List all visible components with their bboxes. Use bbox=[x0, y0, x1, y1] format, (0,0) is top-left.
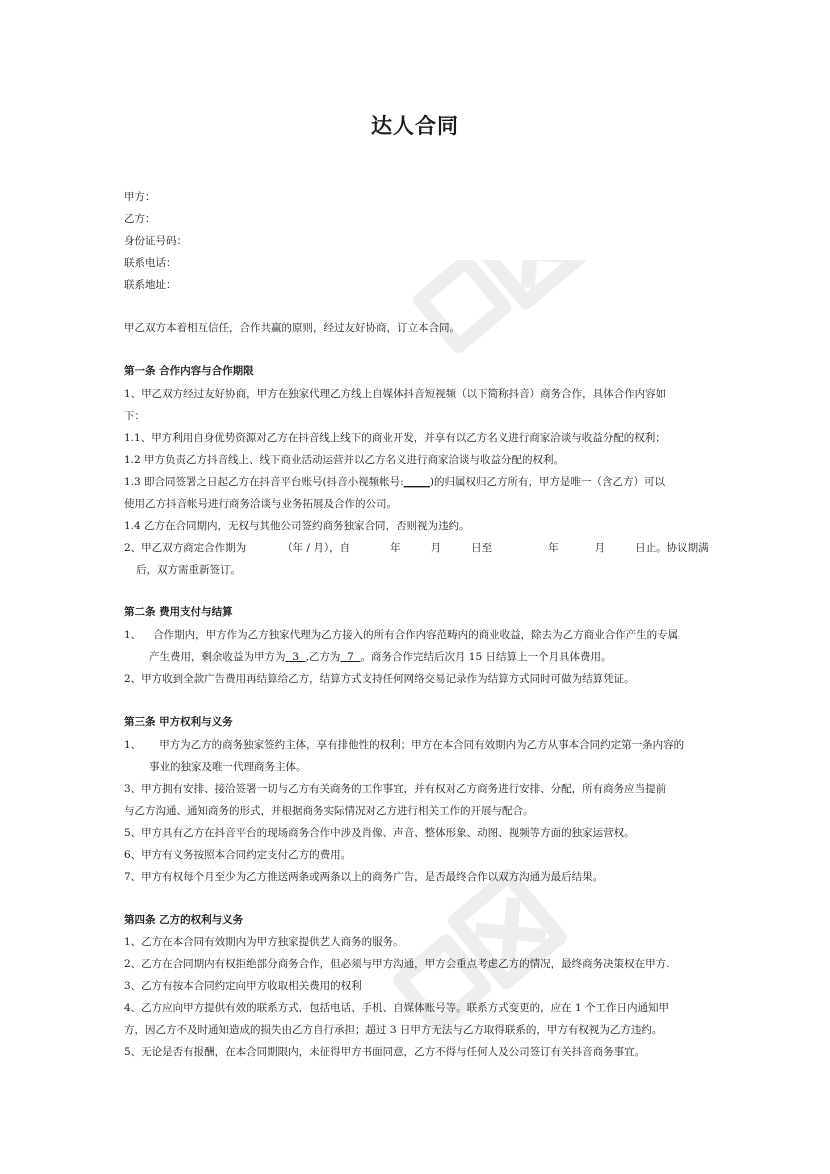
s1-clause-1-3-line-2: 使用乙方抖音帐号进行商务洽谈与业务拓展及合作的公司。 bbox=[124, 498, 397, 510]
section-1-heading: 第一条 合作内容与合作期限 bbox=[124, 365, 254, 377]
s1-clause-1-2: 1.2 甲方负责乙方抖音线上、线下商业活动运营并以乙方名义进行商家洽谈与收益分配的权利。 bbox=[124, 454, 565, 466]
s4-clause-4-line-2: 方，因乙方不及时通知造成的损失由乙方自行承担；超过 3 日甲方无法与乙方取得联系的，甲方有权视为乙方违约。 bbox=[124, 1024, 663, 1036]
s4-clause-2: 2、乙方在合同期内有权拒绝部分商务合作，但必须与甲方沟通，甲方会重点考虑乙方的情况，最终商务决策权在甲方. bbox=[124, 958, 670, 970]
party-a-label: 甲方： bbox=[124, 191, 156, 203]
address-label: 联系地址： bbox=[124, 279, 177, 291]
s4-clause-1: 1、乙方在本合同有效期内为甲方独家提供艺人商务的服务。 bbox=[124, 936, 404, 948]
s3-clause-1-line-2: 事业的独家及唯一代理商务主体。 bbox=[149, 761, 307, 773]
s2-clause-1-line-1: 1、 合作期内，甲方作为乙方独家代理为乙方接入的所有合作内容范畴内的商业收益，除去为乙方商业合作产生的专属 bbox=[124, 629, 679, 641]
document-title: 达人合同 bbox=[371, 114, 459, 138]
s1-clause-1-line-2: 下： bbox=[124, 410, 145, 422]
s1-clause-1-1: 1.1、甲方利用自身优势资源对乙方在抖音线上线下的商业开发，并享有以乙方名义进行商家洽谈与收益分配的权利； bbox=[124, 432, 666, 444]
s3-clause-6: 6、甲方有义务按照本合同约定支付乙方的费用。 bbox=[124, 849, 352, 861]
s1-clause-1-3-line-1: 1.3 即合同签署之日起乙方在抖音平台账号(抖音小视频帐号:_____)的归属权归乙方所有，甲方是唯一（含乙方）可以 bbox=[124, 476, 666, 488]
s4-clause-4-line-1: 4、乙方应向甲方提供有效的联系方式，包括电话、手机、自媒体账号等。联系方式变更的，应在 1 个工作日内通知甲 bbox=[124, 1002, 670, 1014]
s4-clause-3: 3、乙方有按本合同约定向甲方收取相关费用的权利 bbox=[124, 980, 362, 992]
s1-clause-2-line-1: 2、甲乙双方商定合作期为 （年 / 月），自 年 月 日至 年 月 日止。协议期满 bbox=[124, 542, 709, 554]
s4-clause-5: 5、无论是否有报酬，在本合同期限内，未征得甲方书面同意，乙方不得与任何人及公司签订有关抖音商务事宜。 bbox=[124, 1046, 646, 1058]
s2-clause-1-line-2: 产生费用，剩余收益为甲方为 3 ,乙方为 7 。商务合作完结后次月 15 日结算上一个月具体费用。 bbox=[149, 651, 612, 663]
s3-clause-7: 7、甲方有权每个月至少为乙方推送两条或两条以上的商务广告，是否最终合作以双方沟通为最后结果。 bbox=[124, 871, 604, 883]
section-3-heading: 第三条 甲方权利与义务 bbox=[124, 716, 233, 728]
intro-paragraph: 甲乙双方本着相互信任，合作共赢的原则，经过友好协商，订立本合同。 bbox=[124, 322, 460, 334]
s3-clause-3-line-1: 3、甲方拥有安排、接洽签署一切与乙方有关商务的工作事宜，并有权对乙方商务进行安排、分配，所有商务应当提前 bbox=[124, 783, 667, 795]
account-blank: _____ bbox=[403, 476, 430, 488]
section-4-heading: 第四条 乙方的权利与义务 bbox=[124, 914, 244, 926]
s2-clause-2: 2、甲方收到全款广告费用再结算给乙方，结算方式支持任何网络交易记录作为结算方式同时可做为结算凭证。 bbox=[124, 673, 635, 685]
phone-label: 联系电话： bbox=[124, 257, 177, 269]
id-number-label: 身份证号码： bbox=[124, 235, 187, 247]
s1-clause-2-line-2: 后，双方需重新签订。 bbox=[136, 564, 241, 576]
s3-clause-5: 5、甲方具有乙方在抖音平台的现场商务合作中涉及肖像、声音、整体形象、动图、视频等方面的独家运营权。 bbox=[124, 827, 635, 839]
s1-clause-1-line-1: 1、甲乙双方经过友好协商，甲方在独家代理乙方线上自媒体抖音短视频（以下简称抖音）商务合作，具体合作内容如 bbox=[124, 388, 667, 400]
party-b-label: 乙方： bbox=[124, 213, 156, 225]
s3-clause-1-line-1: 1、 甲方为乙方的商务独家签约主体，享有排他性的权利；甲方在本合同有效期内为乙方从事本合同约定第一条内容的 bbox=[124, 739, 685, 751]
s1-clause-1-4: 1.4 乙方在合同期内，无权与其他公司签约商务独家合同，否则视为违约。 bbox=[124, 520, 470, 532]
party-b-share: 7 bbox=[347, 651, 354, 663]
section-2-heading: 第二条 费用支付与结算 bbox=[124, 606, 233, 618]
party-a-share: 3 bbox=[292, 651, 299, 663]
s3-clause-3-line-2: 与乙方沟通、通知商务的形式，并根据商务实际情况对乙方进行相关工作的开展与配合。 bbox=[124, 805, 534, 817]
